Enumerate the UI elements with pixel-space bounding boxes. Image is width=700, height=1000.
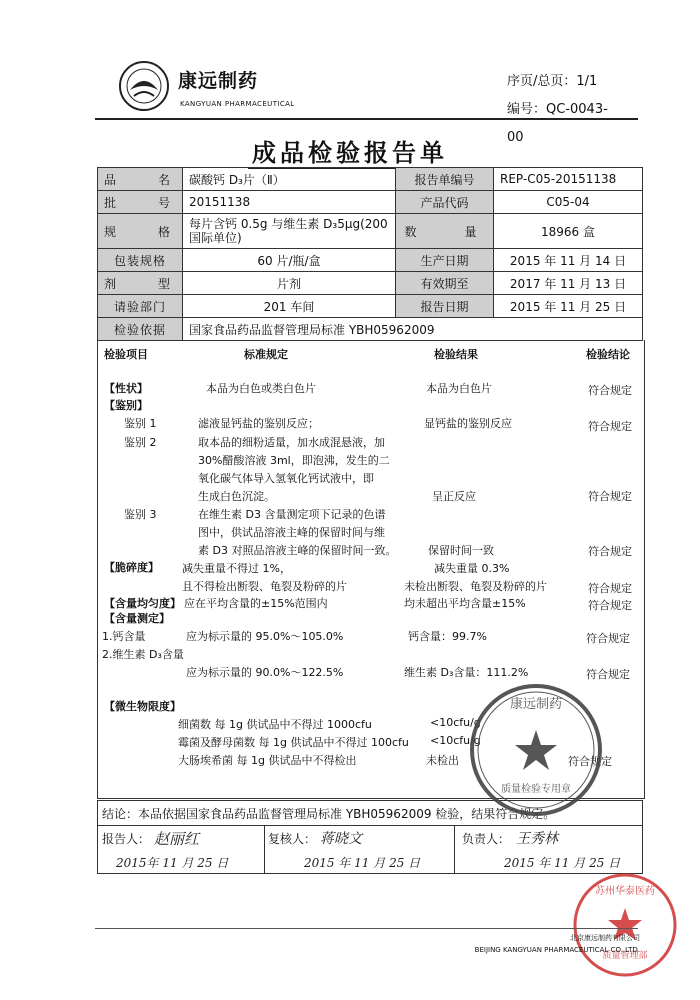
col-header-result: 检验结果 [434, 348, 478, 361]
form-value: 片剂 [183, 272, 396, 295]
report-no-label: 报告单编号 [396, 168, 494, 191]
svg-text:质量检验专用章: 质量检验专用章 [501, 784, 571, 795]
product-label: 品 名 [98, 168, 183, 191]
spec-label: 规 格 [98, 214, 183, 249]
section-appearance: 【性状】 [104, 382, 148, 395]
company-seal-stamp [466, 680, 606, 820]
manager-cell [454, 826, 643, 874]
id2-conclusion: 符合规定 [588, 490, 632, 503]
table-row [98, 214, 643, 249]
section-friability: 【脆碎度】 [104, 561, 159, 574]
footer-divider [95, 928, 638, 929]
id3-standard-3: 素 D3 对照品溶液主峰的保留时间一致。 [198, 544, 397, 557]
qty-value: 18966 盒 [494, 214, 643, 249]
friability-standard-1: 减失重量不得过 1%， [182, 562, 291, 575]
col-header-conclusion: 检验结论 [586, 348, 630, 361]
dept-label: 请验部门 [98, 295, 183, 318]
basis-label: 检验依据 [98, 318, 183, 341]
reviewer-cell [264, 826, 455, 874]
appearance-standard: 本品为白色或类白色片 [206, 382, 316, 395]
id2-standard-4: 生成白色沉淀。 [198, 490, 275, 503]
friability-result-1: 减失重量 0.3% [434, 562, 510, 575]
ecoli-result: 未检出 [426, 754, 459, 767]
mold-standard: 霉菌及酵母菌数 每 1g 供试品中不得过 100cfu [178, 736, 409, 749]
id1-result: 显钙盐的鉴别反应 [424, 417, 512, 430]
table-row [98, 168, 643, 191]
calcium-standard: 应为标示量的 95.0%～105.0% [186, 630, 344, 643]
expiry-label: 有效期至 [396, 272, 494, 295]
bacteria-standard: 细菌数 每 1g 供试品中不得过 1000cfu [178, 718, 372, 731]
id3-standard-2: 图中，供试品溶液主峰的保留时间与维 [198, 526, 385, 539]
manager-label: 负责人： [462, 832, 511, 846]
company-logo [118, 60, 170, 112]
reviewer-label: 复核人： [268, 832, 317, 846]
expiry-value: 2017 年 11 月 13 日 [494, 272, 643, 295]
svg-text:康远制药: 康远制药 [509, 697, 563, 712]
table-row [98, 295, 643, 318]
uniformity-conclusion: 符合规定 [588, 599, 632, 612]
batch-value: 20151138 [183, 191, 396, 214]
id1-conclusion: 符合规定 [588, 420, 632, 433]
calcium-result: 钙含量：99.7% [408, 630, 487, 643]
pack-label: 包装规格 [98, 249, 183, 272]
section-microbial: 【微生物限度】 [104, 700, 181, 713]
id1-standard: 滤液显钙盐的鉴别反应； [198, 417, 319, 430]
product-value: 碳酸钙 D₃片（Ⅱ） [183, 168, 396, 191]
id2-standard-1: 取本品的细粉适量，加水成混悬液，加 [198, 436, 385, 449]
id2-result: 呈正反应 [432, 490, 476, 503]
calcium-conclusion: 符合规定 [586, 632, 630, 645]
code-value: C05-04 [494, 191, 643, 214]
report-date-value: 2015 年 11 月 25 日 [494, 295, 643, 318]
section-uniformity: 【含量均匀度】 [104, 597, 181, 610]
reporter-signature: 赵丽红 [154, 830, 200, 848]
vitd-standard: 应为标示量的 90.0%～122.5% [186, 666, 344, 679]
svg-text:苏州华泰医药: 苏州华泰医药 [595, 886, 655, 897]
appearance-conclusion: 符合规定 [588, 384, 632, 397]
report-no-value: REP-C05-20151138 [494, 168, 643, 191]
vitd-conclusion: 符合规定 [586, 668, 630, 681]
table-row [98, 191, 643, 214]
id2-standard-3: 氧化碳气体导入氢氧化钙试液中，即 [198, 472, 374, 485]
bacteria-result: <10cfu/g [430, 716, 481, 729]
pack-value: 60 片/瓶/盒 [183, 249, 396, 272]
col-header-standard: 标准规定 [244, 348, 288, 361]
mold-result: <10cfu/g [430, 734, 481, 747]
manager-signature: 王秀林 [516, 831, 558, 847]
header-divider [95, 118, 638, 120]
table-row [98, 318, 643, 341]
product-info-table [97, 167, 643, 341]
uniformity-result: 均未超出平均含量±15% [404, 597, 526, 610]
red-seal-stamp [570, 870, 680, 980]
id3-label: 鉴别 3 [124, 508, 157, 521]
footer-company-cn: 北京康远制药有限公司 [570, 934, 640, 942]
basis-value: 国家食品药品监督管理局标准 YBH05962009 [183, 318, 643, 341]
reporter-label: 报告人： [102, 832, 151, 846]
vitd-result: 维生素 D₃含量：111.2% [404, 666, 529, 679]
footer-address [475, 932, 640, 956]
manager-date: 2015 年 11 月 25 日 [504, 856, 621, 870]
page-count: 序页/总页：1/1 [507, 74, 598, 89]
dept-value: 201 车间 [183, 295, 396, 318]
qty-label: 数 量 [396, 214, 494, 249]
page-title: 成品检验报告单 [0, 133, 700, 168]
reviewer-date: 2015 年 11 月 25 日 [304, 856, 421, 870]
reporter-date: 2015年 11 月 25 日 [116, 856, 229, 870]
reviewer-signature: 蒋晓文 [320, 831, 362, 847]
ecoli-standard: 大肠埃希菌 每 1g 供试品中不得检出 [178, 754, 357, 767]
table-row [98, 272, 643, 295]
friability-standard-2: 且不得检出断裂、龟裂及粉碎的片 [182, 580, 347, 593]
code-label: 产品代码 [396, 191, 494, 214]
spec-value: 每片含钙 0.5g 与维生素 D₃5μg(200 国际单位) [183, 214, 396, 249]
section-assay: 【含量测定】 [104, 612, 170, 625]
friability-conclusion: 符合规定 [588, 582, 632, 595]
form-label: 剂 型 [98, 272, 183, 295]
id3-standard-1: 在维生素 D3 含量测定项下记录的色谱 [198, 508, 386, 521]
id1-label: 鉴别 1 [124, 417, 157, 430]
signature-row [97, 826, 643, 874]
friability-result-2: 未检出断裂、龟裂及粉碎的片 [404, 580, 547, 593]
vitd-label: 2.维生素 D₃含量 [102, 648, 184, 661]
conclusion-row: 结论：本品依据国家食品药品监督管理局标准 YBH05962009 检验，结果符合规定。 [97, 800, 643, 826]
id3-result: 保留时间一致 [428, 544, 494, 557]
id2-standard-2: 30%醋酸溶液 3ml，即泡沸，发生的二 [198, 454, 390, 467]
uniformity-standard: 应在平均含量的±15%范围内 [184, 597, 328, 610]
col-header-item: 检验项目 [104, 348, 148, 361]
calcium-label: 1.钙含量 [102, 630, 146, 643]
document-number: 编号：QC-0043-00 [507, 102, 608, 145]
table-row [98, 249, 643, 272]
brand-name-cn: 康远制药 [178, 70, 259, 92]
appearance-result: 本品为白色片 [426, 382, 492, 395]
prod-date-value: 2015 年 11 月 14 日 [494, 249, 643, 272]
svg-text:质量管理部: 质量管理部 [602, 951, 648, 961]
report-date-label: 报告日期 [396, 295, 494, 318]
batch-label: 批 号 [98, 191, 183, 214]
id2-label: 鉴别 2 [124, 436, 157, 449]
id3-conclusion: 符合规定 [588, 545, 632, 558]
prod-date-label: 生产日期 [396, 249, 494, 272]
section-identification: 【鉴别】 [104, 399, 148, 412]
reporter-cell [98, 826, 265, 874]
brand-name-en: KANGYUAN PHARMACEUTICAL [180, 100, 295, 108]
footer-company-en: BEIJING KANGYUAN PHARMACEUTICAL CO.,LTD. [474, 946, 640, 954]
microbial-conclusion: 符合规定 [568, 755, 612, 768]
